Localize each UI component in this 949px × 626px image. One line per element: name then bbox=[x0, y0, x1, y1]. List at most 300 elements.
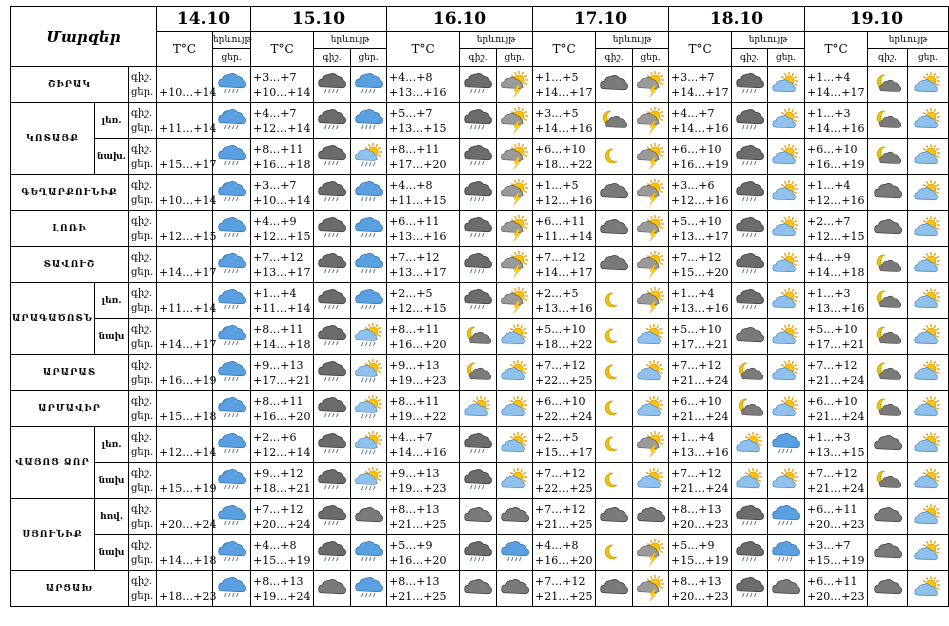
regions-header: Մարզեր bbox=[11, 7, 157, 67]
cloud-icon bbox=[868, 211, 908, 247]
temperature-cell: +9…+13 +17…+21 bbox=[251, 355, 314, 391]
temperature-cell: +6…+11 +20…+23 bbox=[805, 571, 868, 607]
temperature-cell: +5…+10 +13…+17 bbox=[669, 211, 732, 247]
rain-icon bbox=[351, 535, 387, 571]
temperature-cell: +20…+24 bbox=[157, 499, 213, 535]
temperature-cell: +6…+10 +16…+19 bbox=[805, 139, 868, 175]
temperature-cell: +7…+12 +22…+25 bbox=[533, 463, 596, 499]
cloud-rain-icon bbox=[460, 175, 497, 211]
cloud-icon bbox=[596, 247, 633, 283]
temperature-cell: +1…+4 +11…+14 bbox=[251, 283, 314, 319]
sun-cloud-icon bbox=[497, 427, 533, 463]
moon-cloud-icon bbox=[868, 139, 908, 175]
temperature-cell: +6…+10 +21…+24 bbox=[805, 391, 868, 427]
temperature-cell: +5…+10 +17…+21 bbox=[805, 319, 868, 355]
rain-icon bbox=[351, 283, 387, 319]
cloud-rain-icon bbox=[732, 175, 768, 211]
table-row bbox=[11, 499, 949, 535]
sun-cloud-icon bbox=[908, 355, 949, 391]
temperature-cell: +8…+11 +14…+18 bbox=[251, 319, 314, 355]
table-row bbox=[11, 463, 949, 499]
temperature-cell: +3…+7 +15…+19 bbox=[805, 535, 868, 571]
sun-rain-icon bbox=[351, 427, 387, 463]
zone-label: նախ bbox=[95, 463, 129, 499]
rain-icon bbox=[213, 355, 251, 391]
sun-cloud-icon bbox=[460, 391, 497, 427]
region-name: ՎԱՅՈՑ ՁՈՐ bbox=[11, 427, 95, 499]
temperature-cell: +12…+15 bbox=[157, 211, 213, 247]
sun-cloud-icon bbox=[768, 283, 805, 319]
temperature-cell: +6…+10 +21…+24 bbox=[669, 391, 732, 427]
temperature-cell: +6…+10 +22…+24 bbox=[533, 391, 596, 427]
phenomenon-header: երևույթ bbox=[596, 32, 669, 49]
table-row bbox=[11, 283, 949, 319]
temperature-cell: +1…+3 +13…+15 bbox=[805, 427, 868, 463]
cloud-rain-icon bbox=[314, 319, 351, 355]
rain-icon bbox=[768, 427, 805, 463]
time-labels: գիշ. ցեր. bbox=[129, 247, 157, 283]
temperature-cell: +4…+7 +14…+16 bbox=[669, 103, 732, 139]
region-name: ԱՐԱԳԱԾՈՏՆ bbox=[11, 283, 95, 355]
cloud-rain-icon bbox=[732, 283, 768, 319]
rain-icon bbox=[768, 535, 805, 571]
temperature-cell: +9…+12 +18…+21 bbox=[251, 463, 314, 499]
temperature-cell: +1…+4 +13…+16 bbox=[669, 427, 732, 463]
table-row bbox=[11, 211, 949, 247]
temperature-cell: +1…+3 +14…+16 bbox=[805, 103, 868, 139]
temperature-cell: +1…+4 +12…+16 bbox=[805, 175, 868, 211]
cloud-rain-icon bbox=[314, 355, 351, 391]
cloud-rain-icon bbox=[732, 211, 768, 247]
time-labels: գիշ. ցեր. bbox=[129, 427, 157, 463]
sun-cloud-icon bbox=[908, 391, 949, 427]
cloud-rain-icon bbox=[314, 427, 351, 463]
moon-cloud-icon bbox=[732, 355, 768, 391]
moon-cloud-icon bbox=[460, 355, 497, 391]
temperature-cell: +8…+13 +19…+24 bbox=[251, 571, 314, 607]
cloud-icon bbox=[460, 499, 497, 535]
sun-cloud-icon bbox=[768, 67, 805, 103]
cloud-rain-icon bbox=[732, 139, 768, 175]
table-row bbox=[11, 535, 949, 571]
temperature-cell: +1…+3 +13…+16 bbox=[805, 283, 868, 319]
zone-label: նախ. bbox=[95, 139, 129, 175]
sun-cloud-icon bbox=[497, 355, 533, 391]
sun-storm-icon bbox=[497, 247, 533, 283]
region-name: ԳԵՂԱՐՔՈՒՆԻՔ bbox=[11, 175, 129, 211]
cloud-rain-icon bbox=[460, 139, 497, 175]
moon-cloud-icon bbox=[868, 67, 908, 103]
rain-icon bbox=[351, 247, 387, 283]
cloud-rain-icon bbox=[732, 535, 768, 571]
time-labels: գիշ. ցեր. bbox=[129, 175, 157, 211]
temperature-cell: +2…+5 +12…+15 bbox=[387, 283, 460, 319]
temperature-cell: +3…+7 +14…+17 bbox=[669, 67, 732, 103]
region-name: ՍՅՈՒՆԻՔ bbox=[11, 499, 95, 571]
rain-icon bbox=[213, 211, 251, 247]
temperature-header: T°C bbox=[533, 32, 596, 67]
temperature-cell: +3…+7 +10…+14 bbox=[251, 175, 314, 211]
cloud-icon bbox=[868, 427, 908, 463]
cloud-rain-icon bbox=[314, 283, 351, 319]
cloud-rain-icon bbox=[314, 463, 351, 499]
sun-cloud-icon bbox=[732, 427, 768, 463]
time-labels: գիշ. ցեր. bbox=[129, 211, 157, 247]
sun-storm-icon bbox=[497, 139, 533, 175]
sun-storm-icon bbox=[497, 175, 533, 211]
temperature-cell: +6…+11 +11…+14 bbox=[533, 211, 596, 247]
day-subheader: ցեր. bbox=[497, 49, 533, 67]
phenomenon-header: երևույթ bbox=[460, 32, 533, 49]
sun-cloud-icon bbox=[497, 391, 533, 427]
moon-icon bbox=[596, 463, 633, 499]
cloud-icon bbox=[868, 571, 908, 607]
sun-cloud-icon bbox=[908, 535, 949, 571]
table-row bbox=[11, 103, 949, 139]
sun-storm-icon bbox=[633, 175, 669, 211]
sun-cloud-icon bbox=[908, 139, 949, 175]
cloud-rain-icon bbox=[314, 67, 351, 103]
cloud-icon bbox=[351, 499, 387, 535]
sun-cloud-icon bbox=[768, 319, 805, 355]
cloud-icon bbox=[596, 499, 633, 535]
temperature-cell: +5…+10 +17…+21 bbox=[669, 319, 732, 355]
day-subheader: ցեր. bbox=[213, 49, 251, 67]
cloud-rain-icon bbox=[460, 283, 497, 319]
moon-icon bbox=[596, 391, 633, 427]
temperature-cell: +8…+11 +16…+18 bbox=[251, 139, 314, 175]
region-name: ԼՈՌԻ bbox=[11, 211, 129, 247]
sun-cloud-icon bbox=[768, 391, 805, 427]
sun-rain-icon bbox=[351, 355, 387, 391]
temperature-cell: +7…+12 +21…+25 bbox=[533, 499, 596, 535]
cloud-rain-icon bbox=[460, 247, 497, 283]
cloud-icon bbox=[596, 67, 633, 103]
rain-icon bbox=[351, 103, 387, 139]
region-name: ԿՈՏԱՅՔ bbox=[11, 103, 95, 175]
rain-icon bbox=[213, 283, 251, 319]
time-labels: գիշ. ցեր. bbox=[129, 283, 157, 319]
region-name: ՇԻՐԱԿ bbox=[11, 67, 129, 103]
temperature-cell: +16…+19 bbox=[157, 355, 213, 391]
moon-icon bbox=[596, 283, 633, 319]
temperature-cell: +5…+10 +18…+22 bbox=[533, 319, 596, 355]
temperature-cell: +9…+13 +19…+23 bbox=[387, 355, 460, 391]
region-name: ԱՐԱՐԱՏ bbox=[11, 355, 129, 391]
temperature-cell: +2…+7 +12…+15 bbox=[805, 211, 868, 247]
sun-cloud-icon bbox=[908, 427, 949, 463]
moon-icon bbox=[596, 427, 633, 463]
temperature-cell: +11…+14 bbox=[157, 103, 213, 139]
rain-icon bbox=[213, 67, 251, 103]
cloud-icon bbox=[497, 499, 533, 535]
temperature-cell: +8…+13 +21…+25 bbox=[387, 499, 460, 535]
table-row bbox=[11, 571, 949, 607]
sun-cloud-icon bbox=[908, 463, 949, 499]
rain-icon bbox=[213, 463, 251, 499]
day-subheader: ցեր. bbox=[633, 49, 669, 67]
temperature-cell: +8…+11 +16…+20 bbox=[251, 391, 314, 427]
temperature-cell: +8…+11 +16…+20 bbox=[387, 319, 460, 355]
cloud-rain-icon bbox=[314, 247, 351, 283]
night-subheader: գիշ. bbox=[460, 49, 497, 67]
table-row bbox=[11, 139, 949, 175]
sun-storm-icon bbox=[633, 103, 669, 139]
sun-cloud-icon bbox=[908, 499, 949, 535]
sun-cloud-icon bbox=[633, 355, 669, 391]
temperature-header: T°C bbox=[805, 32, 868, 67]
cloud-icon bbox=[633, 499, 669, 535]
sun-cloud-icon bbox=[633, 319, 669, 355]
temperature-cell: +8…+11 +17…+20 bbox=[387, 139, 460, 175]
temperature-cell: +6…+11 +20…+23 bbox=[805, 499, 868, 535]
day-subheader: ցեր. bbox=[908, 49, 949, 67]
zone-label: նախ bbox=[95, 535, 129, 571]
temperature-cell: +6…+10 +16…+19 bbox=[669, 139, 732, 175]
table-row bbox=[11, 319, 949, 355]
rain-icon bbox=[213, 139, 251, 175]
date-header: 16.10 bbox=[387, 7, 533, 32]
sun-rain-icon bbox=[351, 391, 387, 427]
temperature-cell: +7…+12 +21…+24 bbox=[805, 463, 868, 499]
temperature-cell: +7…+12 +21…+24 bbox=[805, 355, 868, 391]
temperature-cell: +2…+5 +13…+16 bbox=[533, 283, 596, 319]
moon-cloud-icon bbox=[868, 247, 908, 283]
temperature-cell: +1…+5 +14…+17 bbox=[533, 67, 596, 103]
temperature-cell: +15…+19 bbox=[157, 463, 213, 499]
region-name: ԱՐՑԱԽ bbox=[11, 571, 129, 607]
temperature-cell: +4…+9 +14…+18 bbox=[805, 247, 868, 283]
temperature-cell: +4…+9 +12…+15 bbox=[251, 211, 314, 247]
sun-storm-icon bbox=[633, 535, 669, 571]
moon-cloud-icon bbox=[868, 463, 908, 499]
moon-cloud-icon bbox=[868, 319, 908, 355]
time-labels: գիշ. ցեր. bbox=[129, 391, 157, 427]
temperature-cell: +7…+12 +21…+24 bbox=[669, 355, 732, 391]
temperature-header: T°C bbox=[251, 32, 314, 67]
cloud-rain-icon bbox=[460, 211, 497, 247]
day-subheader: ցեր. bbox=[768, 49, 805, 67]
temperature-cell: +4…+8 +15…+19 bbox=[251, 535, 314, 571]
cloud-rain-icon bbox=[460, 463, 497, 499]
temperature-cell: +6…+10 +18…+22 bbox=[533, 139, 596, 175]
time-labels: գիշ. ցեր. bbox=[129, 571, 157, 607]
cloud-icon bbox=[497, 571, 533, 607]
sun-rain-icon bbox=[351, 463, 387, 499]
cloud-icon bbox=[868, 175, 908, 211]
cloud-rain-icon bbox=[314, 535, 351, 571]
temperature-cell: +2…+5 +15…+17 bbox=[533, 427, 596, 463]
temperature-cell: +14…+17 bbox=[157, 247, 213, 283]
time-labels: գիշ. ցեր. bbox=[129, 355, 157, 391]
temperature-cell: +2…+6 +12…+14 bbox=[251, 427, 314, 463]
cloud-rain-icon bbox=[460, 103, 497, 139]
cloud-rain-icon bbox=[732, 571, 768, 607]
temperature-cell: +8…+13 +21…+25 bbox=[387, 571, 460, 607]
sun-cloud-icon bbox=[768, 463, 805, 499]
sun-cloud-icon bbox=[908, 571, 949, 607]
time-labels: գիշ. ցեր. bbox=[129, 499, 157, 535]
temperature-cell: +14…+17 bbox=[157, 319, 213, 355]
sun-cloud-icon bbox=[908, 247, 949, 283]
table-row bbox=[11, 175, 949, 211]
cloud-rain-icon bbox=[460, 535, 497, 571]
rain-icon bbox=[213, 175, 251, 211]
moon-cloud-icon bbox=[596, 103, 633, 139]
temperature-cell: +8…+13 +20…+23 bbox=[669, 499, 732, 535]
table-row bbox=[11, 355, 949, 391]
sun-cloud-icon bbox=[768, 103, 805, 139]
sun-cloud-icon bbox=[497, 319, 533, 355]
temperature-cell: +3…+7 +10…+14 bbox=[251, 67, 314, 103]
sun-storm-icon bbox=[633, 139, 669, 175]
cloud-icon bbox=[596, 571, 633, 607]
cloud-icon bbox=[314, 571, 351, 607]
temperature-cell: +15…+17 bbox=[157, 139, 213, 175]
cloud-rain-icon bbox=[460, 427, 497, 463]
sun-cloud-icon bbox=[908, 319, 949, 355]
temperature-cell: +6…+11 +13…+16 bbox=[387, 211, 460, 247]
rain-icon bbox=[351, 175, 387, 211]
temperature-cell: +3…+5 +14…+16 bbox=[533, 103, 596, 139]
temperature-header: T°C bbox=[387, 32, 460, 67]
rain-icon bbox=[213, 427, 251, 463]
rain-icon bbox=[213, 103, 251, 139]
moon-cloud-icon bbox=[460, 319, 497, 355]
sun-storm-icon bbox=[633, 571, 669, 607]
sun-storm-icon bbox=[497, 283, 533, 319]
sun-cloud-icon bbox=[497, 463, 533, 499]
temperature-header: T°C bbox=[669, 32, 732, 67]
zone-label: հով. bbox=[95, 499, 129, 535]
temperature-cell: +7…+12 +14…+17 bbox=[533, 247, 596, 283]
cloud-rain-icon bbox=[460, 67, 497, 103]
sun-cloud-icon bbox=[908, 67, 949, 103]
temperature-header: T°C bbox=[157, 32, 213, 67]
time-labels: գիշ. ցեր. bbox=[129, 67, 157, 103]
rain-icon bbox=[213, 535, 251, 571]
temperature-cell: +7…+12 +15…+20 bbox=[669, 247, 732, 283]
sun-cloud-icon bbox=[908, 283, 949, 319]
rain-icon bbox=[213, 247, 251, 283]
region-name: ՏԱՎՈՒՇ bbox=[11, 247, 129, 283]
cloud-rain-icon bbox=[732, 247, 768, 283]
cloud-rain-icon bbox=[314, 139, 351, 175]
zone-label: լեռ. bbox=[95, 283, 129, 319]
temperature-cell: +4…+7 +14…+16 bbox=[387, 427, 460, 463]
cloud-rain-icon bbox=[314, 391, 351, 427]
table-row bbox=[11, 427, 949, 463]
sun-cloud-icon bbox=[633, 463, 669, 499]
rain-icon bbox=[351, 67, 387, 103]
cloud-rain-icon bbox=[732, 67, 768, 103]
night-subheader: գիշ. bbox=[732, 49, 768, 67]
time-labels: գիշ. ցեր. bbox=[129, 535, 157, 571]
rain-icon bbox=[213, 319, 251, 355]
sun-cloud-icon bbox=[768, 211, 805, 247]
date-header: 19.10 bbox=[805, 7, 949, 32]
temperature-cell: +4…+8 +13…+16 bbox=[387, 67, 460, 103]
sun-cloud-icon bbox=[768, 175, 805, 211]
phenomenon-header: երևույթ bbox=[868, 32, 949, 49]
sun-cloud-icon bbox=[768, 139, 805, 175]
temperature-cell: +10…+14 bbox=[157, 67, 213, 103]
night-subheader: գիշ. bbox=[596, 49, 633, 67]
cloud-rain-icon bbox=[314, 499, 351, 535]
temperature-cell: +3…+6 +12…+16 bbox=[669, 175, 732, 211]
sun-rain-icon bbox=[351, 319, 387, 355]
zone-label: նախ bbox=[95, 319, 129, 355]
sun-cloud-icon bbox=[908, 211, 949, 247]
phenomenon-header: երևույթ bbox=[314, 32, 387, 49]
sun-cloud-icon bbox=[633, 391, 669, 427]
cloud-rain-icon bbox=[314, 103, 351, 139]
time-labels: գիշ. ցեր. bbox=[129, 319, 157, 355]
sun-storm-icon bbox=[497, 103, 533, 139]
date-header: 15.10 bbox=[251, 7, 387, 32]
temperature-cell: +15…+18 bbox=[157, 391, 213, 427]
cloud-icon bbox=[732, 319, 768, 355]
date-header: 17.10 bbox=[533, 7, 669, 32]
moon-cloud-icon bbox=[868, 283, 908, 319]
cloud-rain-icon bbox=[314, 211, 351, 247]
date-header: 14.10 bbox=[157, 7, 251, 32]
sun-storm-icon bbox=[633, 427, 669, 463]
phenomenon-header: երևույթ bbox=[213, 32, 251, 49]
rain-icon bbox=[351, 211, 387, 247]
cloud-icon bbox=[868, 535, 908, 571]
night-subheader: գիշ. bbox=[314, 49, 351, 67]
moon-cloud-icon bbox=[868, 391, 908, 427]
temperature-cell: +7…+12 +21…+24 bbox=[669, 463, 732, 499]
sun-cloud-icon bbox=[768, 355, 805, 391]
temperature-cell: +5…+7 +13…+15 bbox=[387, 103, 460, 139]
sun-cloud-icon bbox=[732, 463, 768, 499]
cloud-icon bbox=[768, 571, 805, 607]
weather-forecast-table bbox=[10, 6, 949, 607]
time-labels: գիշ. ցեր. bbox=[129, 139, 157, 175]
rain-icon bbox=[213, 499, 251, 535]
moon-cloud-icon bbox=[732, 391, 768, 427]
temperature-cell: +8…+13 +20…+23 bbox=[669, 571, 732, 607]
temperature-cell: +5…+9 +16…+20 bbox=[387, 535, 460, 571]
day-subheader: ցեր. bbox=[351, 49, 387, 67]
cloud-icon bbox=[596, 211, 633, 247]
sun-storm-icon bbox=[497, 67, 533, 103]
rain-icon bbox=[213, 571, 251, 607]
temperature-cell: +10…+14 bbox=[157, 175, 213, 211]
rain-icon bbox=[351, 571, 387, 607]
temperature-cell: +1…+4 +14…+17 bbox=[805, 67, 868, 103]
table-row bbox=[11, 67, 949, 103]
temperature-cell: +9…+13 +19…+23 bbox=[387, 463, 460, 499]
temperature-cell: +7…+12 +22…+25 bbox=[533, 355, 596, 391]
sun-storm-icon bbox=[633, 283, 669, 319]
cloud-rain-icon bbox=[732, 103, 768, 139]
zone-label: լեռ. bbox=[95, 103, 129, 139]
temperature-cell: +7…+12 +21…+25 bbox=[533, 571, 596, 607]
temperature-cell: +11…+14 bbox=[157, 283, 213, 319]
moon-cloud-icon bbox=[868, 103, 908, 139]
temperature-cell: +8…+11 +19…+22 bbox=[387, 391, 460, 427]
temperature-cell: +4…+8 +11…+15 bbox=[387, 175, 460, 211]
temperature-cell: +7…+12 +20…+24 bbox=[251, 499, 314, 535]
moon-cloud-icon bbox=[868, 355, 908, 391]
time-labels: գիշ. ցեր. bbox=[129, 103, 157, 139]
phenomenon-header: երևույթ bbox=[732, 32, 805, 49]
rain-icon bbox=[213, 391, 251, 427]
temperature-cell: +18…+23 bbox=[157, 571, 213, 607]
